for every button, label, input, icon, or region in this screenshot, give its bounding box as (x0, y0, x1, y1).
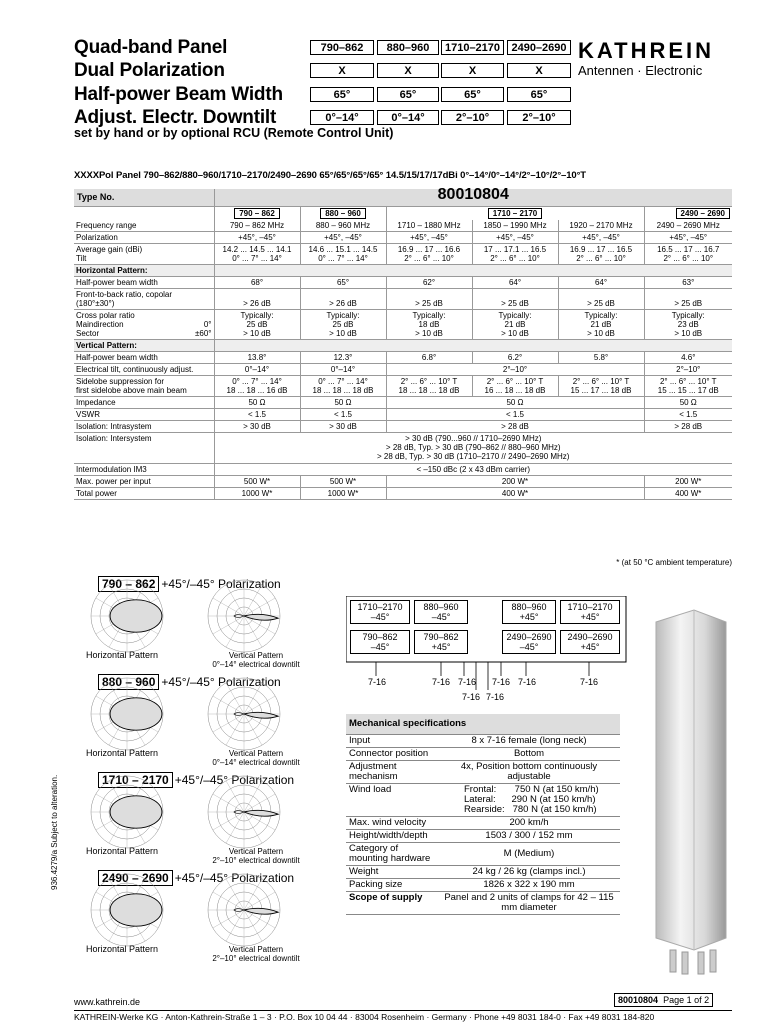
etilt-row (74, 364, 732, 376)
xpol-label: Cross polar ratio (76, 311, 135, 320)
band-head-3: 1710 – 2170 (488, 208, 543, 219)
freq-cell: 1850 – 1990 MHz (472, 220, 558, 232)
totp-cell: 400 W* (644, 488, 732, 500)
freq-cell: 1920 – 2170 MHz (558, 220, 644, 232)
conn-box-2490-m45: 2490–2690 –45° (502, 630, 556, 654)
ftb-cell: > 25 dB (558, 289, 644, 310)
mech-value: 4x, Position bottom continuously adjustable (438, 761, 620, 784)
tilt-box-4: 2°–10° (507, 110, 571, 125)
pol-cell: +45°, –45° (558, 232, 644, 244)
freq-cell: 880 – 960 MHz (300, 220, 386, 232)
model-description: XXXXPol Panel 790–862/880–960/1710–2170/2490–2690 65°/65°/65°/65° 14.5/15/17/17dBi 0°–14°/0°–14°/2°–10°/2°–10°T (74, 170, 586, 181)
conn-box-2490-p45: 2490–2690 +45° (560, 630, 620, 654)
band-head-2: 880 – 960 (320, 208, 366, 219)
conn-box-880-p45: 880–960 +45° (502, 600, 556, 624)
connector-label: 7-16 (368, 677, 387, 687)
iso-inter-line: > 28 dB, Typ. > 30 dB (790–862 // 880–960 MHz) (385, 443, 561, 452)
pattern-band-label: 880 – 960 (98, 674, 159, 690)
pol-cell: +45°, –45° (472, 232, 558, 244)
vswr-cell: < 1.5 (644, 409, 732, 421)
xpol-row (74, 310, 732, 340)
mech-value: Frontal: 750 N (at 150 km/h) Lateral: 290 N (at 150 km/h) Rearside: 780 N (at 150 km/h) (438, 784, 620, 817)
kathrein-logo: KATHREIN (578, 38, 715, 63)
mech-value: Bottom (438, 748, 620, 761)
vbw-row (74, 352, 732, 364)
vertical-pattern-plot (206, 676, 282, 752)
horizontal-pattern-plot (89, 578, 165, 654)
vertical-pattern-plot (206, 872, 282, 948)
vbw-cell: 5.8° (558, 352, 644, 364)
maxp-row (74, 476, 732, 488)
hbw-cell: 65° (300, 277, 386, 289)
title-quad-band: Quad-band Panel (74, 37, 228, 58)
tilt-cell: 2° ... 6° ... 10° (490, 254, 540, 263)
xpol-typ: Typically: (326, 311, 360, 320)
maxp-cell: 200 W* (644, 476, 732, 488)
pattern-band-label: 1710 – 2170 (98, 772, 173, 788)
beam-box-2: 65° (377, 87, 439, 102)
footer-url[interactable]: www.kathrein.de (74, 997, 141, 1007)
conn-box-790-m45: 790–862 –45° (350, 630, 410, 654)
sls-b: 18 ... 18 ... 18 dB (312, 386, 374, 395)
band-head-row (74, 207, 732, 221)
pattern-polarization-label: +45°/–45° Polarization (174, 871, 295, 885)
sls-a: 2° ... 6° ... 10° T (486, 377, 544, 386)
connector-label: 7-16 (458, 677, 477, 687)
vbw-cell: 12.3° (300, 352, 386, 364)
vp-section-row (74, 340, 732, 352)
pol-cell: +45°, –45° (214, 232, 300, 244)
antenna-product-image (640, 600, 740, 980)
horizontal-pattern-caption: Horizontal Pattern (86, 846, 159, 856)
rcu-subtitle: set by hand or by optional RCU (Remote Control Unit) (74, 126, 394, 140)
hbw-cell: 68° (214, 277, 300, 289)
horizontal-pattern-plot (89, 872, 165, 948)
vswr-label: VSWR (74, 409, 214, 421)
xpol-typ: Typically: (584, 311, 618, 320)
hbw-cell: 64° (472, 277, 558, 289)
band-head-1: 790 – 862 (234, 208, 280, 219)
sls-b: 15 ... 17 ... 18 dB (570, 386, 632, 395)
ftb-row (74, 289, 732, 310)
type-number: 80010804 (437, 186, 509, 203)
xpol-a: 23 dB (677, 320, 699, 329)
totp-cell: 400 W* (386, 488, 644, 500)
pattern-band-label: 2490 – 2690 (98, 870, 173, 886)
gain-cell: 14.2 ... 14.5 ... 14.1 (222, 245, 292, 254)
xpol-main-label: Maindirection (76, 320, 124, 329)
totp-cell: 1000 W* (300, 488, 386, 500)
xpol-typ: Typically: (412, 311, 446, 320)
sls-b: 18 ... 18 ... 16 dB (226, 386, 288, 395)
mechanical-spec-table (346, 714, 620, 915)
etilt-cell: 2°–10° (644, 364, 732, 376)
gain-cell: 16.9 ... 17 ... 16.5 (569, 245, 633, 254)
imp-cell: 50 Ω (386, 397, 644, 409)
mech-value: 200 km/h (438, 817, 620, 830)
xpol-a: 18 dB (418, 320, 440, 329)
xpol-a: 21 dB (504, 320, 526, 329)
maxp-cell: 500 W* (300, 476, 386, 488)
iso-inter-line: > 30 dB (790...960 // 1710–2690 MHz) (405, 434, 542, 443)
hbw-row (74, 277, 732, 289)
pattern-polarization-label: +45°/–45° Polarization (161, 675, 281, 689)
gain-cell: 17 ... 17.1 ... 16.5 (483, 245, 547, 254)
mech-label: Height/width/depth (346, 830, 438, 843)
horizontal-pattern-heading: Horizontal Pattern: (74, 265, 214, 277)
tilt-cell: 0° ... 7° ... 14° (318, 254, 368, 263)
conn-box-790-p45: 790–862 +45° (414, 630, 468, 654)
im3-cell: < –150 dBc (2 x 43 dBm carrier) (214, 464, 732, 476)
hbw-cell: 64° (558, 277, 644, 289)
horizontal-pattern-plot (89, 676, 165, 752)
horizontal-pattern-plot (89, 774, 165, 850)
xpol-typ: Typically: (498, 311, 532, 320)
gain-label: Average gain (dBi) (76, 245, 143, 254)
sls-row (74, 376, 732, 397)
mech-value: M (Medium) (438, 843, 620, 866)
xpol-a: 25 dB (332, 320, 354, 329)
mech-value: Panel and 2 units of clamps for 42 – 115 mm diameter (438, 892, 620, 915)
title-downtilt: Adjust. Electr. Downtilt (74, 107, 277, 128)
ftb-cell: > 26 dB (300, 289, 386, 310)
etilt-cell: 2°–10° (386, 364, 644, 376)
ambient-footnote: * (at 50 °C ambient temperature) (616, 558, 732, 567)
freq-label: Frequency range (74, 220, 214, 232)
imp-cell: 50 Ω (644, 397, 732, 409)
iso-inter-row (74, 433, 732, 464)
band-box-4: 2490–2690 (507, 40, 571, 55)
vswr-cell: < 1.5 (386, 409, 644, 421)
vswr-cell: < 1.5 (214, 409, 300, 421)
iso-intra-cell: > 28 dB (644, 421, 732, 433)
pol-cell: +45°, –45° (300, 232, 386, 244)
vertical-pattern-caption: Vertical Pattern 2°–10° electrical downtilt (212, 847, 300, 865)
beam-box-4: 65° (507, 87, 571, 102)
vertical-pattern-caption: Vertical Pattern 0°–14° electrical downtilt (212, 749, 300, 767)
pattern-polarization-label: +45°/–45° Polarization (174, 773, 295, 787)
horizontal-pattern-caption: Horizontal Pattern (86, 748, 159, 758)
xpol-b: > 10 dB (243, 329, 271, 338)
connector-wires (376, 662, 589, 690)
mechanical-title: Mechanical specifications (346, 714, 620, 735)
vertical-pattern-plot (206, 774, 282, 850)
horizontal-pattern-caption: Horizontal Pattern (86, 650, 159, 660)
footer-doc-number: 80010804 (618, 995, 659, 1005)
sls-a: 2° ... 6° ... 10° T (659, 377, 717, 386)
maxp-cell: 200 W* (386, 476, 644, 488)
ftb-label: Front-to-back ratio, copolar (76, 290, 173, 299)
freq-row (74, 220, 732, 232)
ftb-label-range: (180°±30°) (76, 299, 115, 308)
gain-cell: 16.5 ... 17 ... 16.7 (657, 245, 720, 254)
iso-intra-cell: > 28 dB (386, 421, 644, 433)
xpol-a: 21 dB (590, 320, 612, 329)
etilt-label: Electrical tilt, continuously adjust. (74, 364, 214, 376)
band-box-2: 880–960 (377, 40, 439, 55)
mech-value: 1503 / 300 / 152 mm (438, 830, 620, 843)
tilt-label: Tilt (76, 254, 87, 263)
connector-label: 7-16 (492, 677, 511, 687)
iso-intra-row (74, 421, 732, 433)
xpol-b: > 10 dB (501, 329, 529, 338)
xpol-sector-deg: ±60° (195, 329, 212, 338)
sls-label: Sidelobe suppression for (76, 377, 165, 386)
sls-b: 15 ... 15 ... 17 dB (657, 386, 719, 395)
etilt-cell: 0°–14° (300, 364, 386, 376)
tilt-box-2: 0°–14° (377, 110, 439, 125)
vswr-row (74, 409, 732, 421)
sls-a: 2° ... 6° ... 10° T (400, 377, 458, 386)
iso-intra-cell: > 30 dB (300, 421, 386, 433)
hbw-label: Half-power beam width (74, 277, 214, 289)
xpol-typ: Typically: (240, 311, 274, 320)
ftb-cell: > 25 dB (644, 289, 732, 310)
totp-label: Total power (74, 488, 214, 500)
mech-value: 8 x 7-16 female (long neck) (438, 735, 620, 748)
ftb-cell: > 25 dB (472, 289, 558, 310)
mech-value: 24 kg / 26 kg (clamps incl.) (438, 866, 620, 879)
xpol-typ: Typically: (671, 311, 705, 320)
gain-cell: 16.9 ... 17 ... 16.6 (397, 245, 461, 254)
sls-b: 16 ... 18 ... 18 dB (484, 386, 546, 395)
footer-address: KATHREIN-Werke KG · Anton-Kathrein-Straße 1 – 3 · P.O. Box 10 04 44 · 83004 Rosenheim · Germany · Phone +49 8031 184-0 · Fax +49 8031 184-820 (74, 1010, 732, 1022)
mech-value: 1826 x 322 x 190 mm (438, 879, 620, 892)
imp-row (74, 397, 732, 409)
tilt-cell: 0° ... 7° ... 14° (232, 254, 282, 263)
tilt-box-3: 2°–10° (441, 110, 504, 125)
tilt-box-1: 0°–14° (310, 110, 374, 125)
im3-label: Intermodulation IM3 (74, 464, 214, 476)
tilt-cell: 2° ... 6° ... 10° (404, 254, 454, 263)
connector-label: 7-16 (518, 677, 537, 687)
conn-box-1710-p45: 1710–2170 +45° (560, 600, 620, 624)
totp-row (74, 488, 732, 500)
xpol-b: > 10 dB (674, 329, 703, 338)
footer-page: Page 1 of 2 (663, 995, 710, 1005)
pol-box-2: X (377, 63, 439, 78)
xpol-b: > 10 dB (415, 329, 443, 338)
vertical-pattern-caption: Vertical Pattern 2°–10° electrical downtilt (212, 945, 300, 963)
mech-label: Connector position (346, 748, 438, 761)
pol-label: Polarization (74, 232, 214, 244)
mech-label: Scope of supply (346, 892, 438, 915)
xpol-a: 25 dB (246, 320, 268, 329)
maxp-label: Max. power per input (74, 476, 214, 488)
vswr-cell: < 1.5 (300, 409, 386, 421)
sls-a: 0° ... 7° ... 14° (232, 377, 282, 386)
conn-box-1710-m45: 1710–2170 –45° (350, 600, 410, 624)
type-label: Type No. (74, 189, 214, 207)
pattern-polarization-label: +45°/–45° Polarization (161, 577, 281, 591)
mech-label: Input (346, 735, 438, 748)
pol-cell: +45°, –45° (644, 232, 732, 244)
pol-cell: +45°, –45° (386, 232, 472, 244)
vbw-cell: 6.8° (386, 352, 472, 364)
maxp-cell: 500 W* (214, 476, 300, 488)
freq-cell: 2490 – 2690 MHz (644, 220, 732, 232)
gain-cell: 14.6 ... 15.1 ... 14.5 (308, 245, 378, 254)
mech-label: Weight (346, 866, 438, 879)
hp-section-row (74, 265, 732, 277)
vertical-pattern-plot (206, 578, 282, 654)
hbw-cell: 62° (386, 277, 472, 289)
type-row (74, 189, 732, 207)
mech-label: Adjustment mechanism (346, 761, 438, 784)
beam-box-3: 65° (441, 87, 504, 102)
freq-cell: 790 – 862 MHz (214, 220, 300, 232)
sls-a: 2° ... 6° ... 10° T (572, 377, 630, 386)
vbw-cell: 4.6° (644, 352, 732, 364)
band-box-3: 1710–2170 (441, 40, 504, 55)
vbw-cell: 6.2° (472, 352, 558, 364)
horizontal-pattern-caption: Horizontal Pattern (86, 944, 159, 954)
mech-label: Category of mounting hardware (346, 843, 438, 866)
side-reference: 936.4279/a Subject to alteration. (50, 774, 59, 890)
xpol-sector-label: Sector (76, 329, 100, 338)
vbw-label: Half-power beam width (74, 352, 214, 364)
xpol-b: > 10 dB (587, 329, 615, 338)
pol-box-1: X (310, 63, 374, 78)
imp-cell: 50 Ω (214, 397, 300, 409)
imp-cell: 50 Ω (300, 397, 386, 409)
beam-box-1: 65° (310, 87, 374, 102)
conn-box-880-m45: 880–960 –45° (414, 600, 468, 624)
ftb-cell: > 25 dB (386, 289, 472, 310)
connector-label: 7-16 (432, 677, 451, 687)
totp-cell: 1000 W* (214, 488, 300, 500)
gain-row (74, 244, 732, 265)
tilt-cell: 2° ... 6° ... 10° (663, 254, 714, 263)
page-indicator (614, 993, 713, 1007)
im3-row (74, 464, 732, 476)
mech-label: Packing size (346, 879, 438, 892)
title-dual-polarization: Dual Polarization (74, 60, 225, 81)
connector-label: 7-16 (462, 692, 481, 702)
pol-box-4: X (507, 63, 571, 78)
vertical-pattern-caption: Vertical Pattern 0°–14° electrical downtilt (212, 651, 300, 669)
title-beam-width: Half-power Beam Width (74, 84, 283, 105)
sls-label-2: first sidelobe above main beam (76, 386, 187, 395)
etilt-cell: 0°–14° (214, 364, 300, 376)
imp-label: Impedance (74, 397, 214, 409)
sls-b: 18 ... 18 ... 18 dB (398, 386, 460, 395)
iso-intra-label: Isolation: Intrasystem (74, 421, 214, 433)
connector-label: 7-16 (486, 692, 505, 702)
pol-box-3: X (441, 63, 504, 78)
hbw-cell: 63° (644, 277, 732, 289)
ftb-cell: > 26 dB (214, 289, 300, 310)
mech-label: Max. wind velocity (346, 817, 438, 830)
mech-label: Wind load (346, 784, 438, 817)
band-head-4: 2490 – 2690 (676, 208, 731, 219)
brand-subtitle: Antennen · Electronic (578, 63, 703, 78)
connector-label: 7-16 (580, 677, 599, 687)
iso-inter-line: > 28 dB, Typ. > 30 dB (1710–2170 // 2490–2690 MHz) (377, 452, 570, 461)
tilt-cell: 2° ... 6° ... 10° (576, 254, 626, 263)
iso-inter-label: Isolation: Intersystem (74, 433, 214, 464)
pattern-band-label: 790 – 862 (98, 576, 159, 592)
pol-row (74, 232, 732, 244)
band-box-1: 790–862 (310, 40, 374, 55)
freq-cell: 1710 – 1880 MHz (386, 220, 472, 232)
sls-a: 0° ... 7° ... 14° (318, 377, 368, 386)
xpol-b: > 10 dB (329, 329, 357, 338)
vertical-pattern-heading: Vertical Pattern: (74, 340, 214, 352)
xpol-main-deg: 0° (203, 320, 212, 329)
spec-table (74, 186, 732, 500)
iso-intra-cell: > 30 dB (214, 421, 300, 433)
vbw-cell: 13.8° (214, 352, 300, 364)
